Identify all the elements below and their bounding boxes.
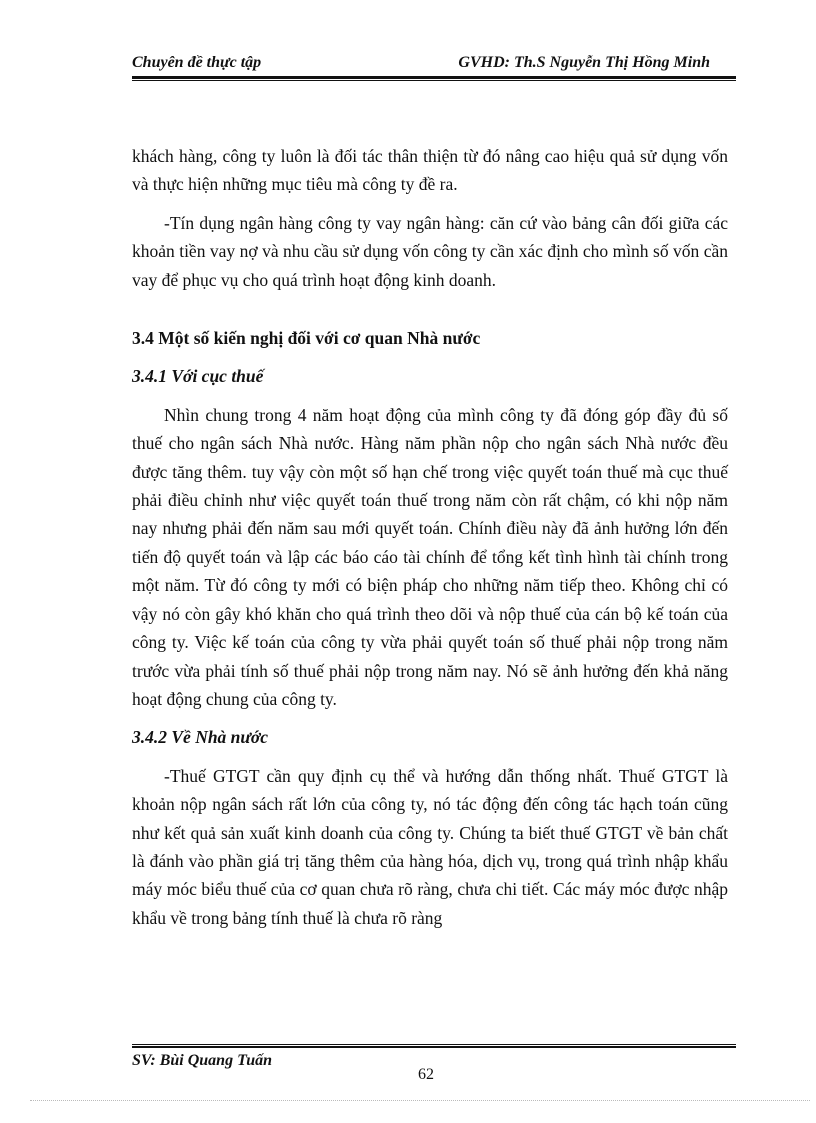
footer-student-name: SV: Bùi Quang Tuấn	[132, 1052, 273, 1069]
page-body	[132, 142, 728, 932]
header-report-title: Chuyên đề thực tập	[132, 54, 262, 71]
page-edge-divider	[30, 1100, 810, 1101]
paragraph-tax: Nhìn chung trong 4 năm hoạt động của mình công ty đã đóng góp đầy đủ số thuế cho ngân sách Nhà nước. Hàng năm phần nộp cho ngân sách Nhà nước đều được tăng thêm. tuy vậy còn một số hạn chế trong việc quyết toán thuế mà cục thuế phải điều chỉnh như việc quyết toán thuế trong năm còn rất chậm, có khi nộp năm nay nhưng phải đến năm sau mới quyết toán. Chính điều này đã ảnh hưởng lớn đến tiến độ quyết toán và lập các báo cáo tài chính để tổng kết tình hình tài chính trong một năm. Từ đó công ty mới có biện pháp cho những năm tiếp theo. Không chỉ có vậy nó còn gây khó khăn cho quá trình theo dõi và nộp thuế của cán bộ kế toán của công ty. Việc kế toán của công ty vừa phải quyết toán số thuế phải nộp trong năm trước vừa phải tính số thuế phải nộp trong năm nay. Nó sẽ ảnh hưởng đến khả năng hoạt động chung của công ty.	[132, 404, 728, 709]
subsection-heading-state: 3.4.2 Về Nhà nước	[132, 727, 269, 748]
page-header	[132, 54, 736, 76]
paragraph-vat: -Thuế GTGT cần quy định cụ thể và hướng dẫn thống nhất. Thuế GTGT là khoản nộp ngân sách rất lớn của công ty, nó tác động đến công tác hạch toán cũng như kết quả sản xuất kinh doanh của công ty. Chúng ta biết thuế GTGT về bản chất là đánh vào phần giá trị tăng thêm của hàng hóa, dịch vụ, trong quá trình nhập khẩu máy móc biểu thuế của cơ quan chưa rõ ràng, chưa chi tiết. Các máy móc được nhập khẩu về trong bảng tính thuế là chưa rõ ràng	[132, 765, 728, 928]
paragraph-continuation: khách hàng, công ty luôn là đối tác thân thiện từ đó nâng cao hiệu quả sử dụng vốn và thực hiện những mục tiêu mà công ty đề ra.	[132, 146, 728, 195]
subsection-heading-tax: 3.4.1 Với cục thuế	[132, 366, 264, 387]
header-rule	[132, 76, 736, 79]
section-heading: 3.4 Một số kiến nghị đối với cơ quan Nhà nước	[132, 328, 481, 349]
header-supervisor: GVHD: Th.S Nguyễn Thị Hồng Minh	[458, 54, 710, 71]
page-number: 62	[418, 1066, 434, 1083]
footer-rule	[132, 1044, 736, 1045]
paragraph-bank-credit: -Tín dụng ngân hàng công ty vay ngân hàng: căn cứ vào bảng cân đối giữa các khoản tiền vay nợ và nhu cầu sử dụng vốn công ty cần xác định cho mình số vốn cần vay để phục vụ cho quá trình hoạt động kinh doanh.	[132, 212, 728, 290]
